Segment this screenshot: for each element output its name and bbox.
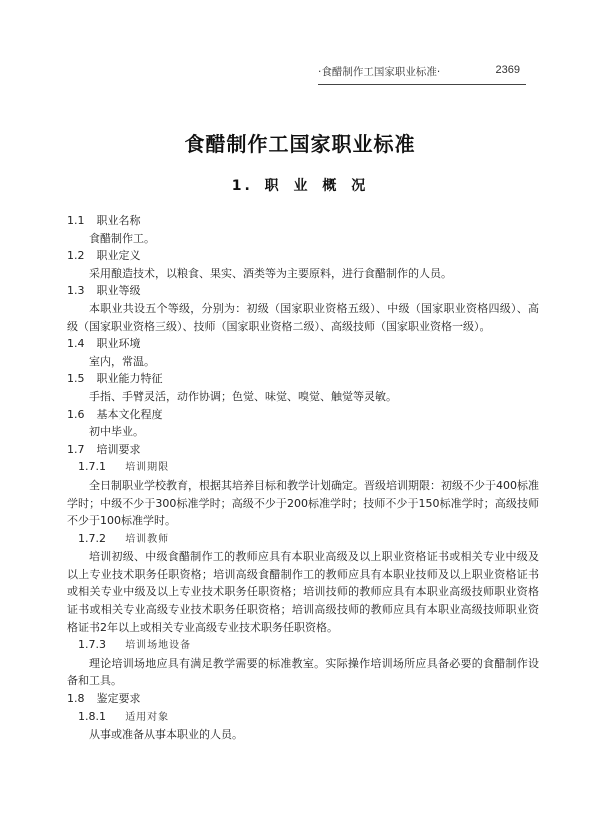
heading-1-7-1 xyxy=(67,458,539,477)
subheading-title: 培训场地设备 xyxy=(125,640,192,652)
heading-title: 职业环境 xyxy=(96,337,141,351)
header-rule xyxy=(318,84,526,85)
subheading-number: 1.7.1 xyxy=(78,460,106,474)
heading-number: 1.8 xyxy=(67,692,85,706)
heading-1-7 xyxy=(67,441,539,459)
heading-title: 职业名称 xyxy=(96,214,141,227)
heading-number: 1.2 xyxy=(67,249,85,263)
heading-number: 1.3 xyxy=(67,284,85,298)
paragraph-1-7-1: 全日制职业学校教育，根据其培养目标和教学计划确定。晋级培训期限：初级不少于400标准学时；中级不少于300标准学时；高级不少于200标准学时；技师不少于150标准学时；高级技师不少于100标准学时。 xyxy=(67,478,539,528)
heading-1-7-3 xyxy=(67,636,539,655)
section-title: 1. 职 业 概 况 xyxy=(231,178,369,194)
heading-1-5 xyxy=(67,370,539,388)
heading-1-6 xyxy=(67,406,539,424)
paragraph-1-6: 初中毕业。 xyxy=(89,425,144,439)
heading-1-1 xyxy=(67,212,539,230)
heading-number: 1.4 xyxy=(67,337,85,351)
heading-1-4 xyxy=(67,335,539,353)
heading-1-8 xyxy=(67,690,539,708)
heading-title: 鉴定要求 xyxy=(96,692,141,706)
heading-number: 1.7 xyxy=(67,442,85,456)
heading-title: 职业等级 xyxy=(96,284,141,298)
heading-number: 1.5 xyxy=(67,372,85,386)
heading-title: 职业能力特征 xyxy=(96,372,163,386)
heading-title: 职业定义 xyxy=(96,249,141,263)
heading-1-2 xyxy=(67,247,539,265)
document-body xyxy=(67,212,539,744)
subheading-number: 1.7.2 xyxy=(78,531,106,545)
paragraph-1-8-1: 从事或准备从事本职业的人员。 xyxy=(89,728,243,742)
heading-1-8-1 xyxy=(67,708,539,727)
paragraph-1-1: 食醋制作工。 xyxy=(89,231,155,245)
paragraph-1-4: 室内，常温。 xyxy=(89,354,155,368)
subheading-number: 1.8.1 xyxy=(78,709,106,723)
paragraph-1-2: 采用酿造技术，以粮食、果实、酒类等为主要原料，进行食醋制作的人员。 xyxy=(89,266,452,280)
subheading-number: 1.7.3 xyxy=(78,638,106,652)
heading-number: 1.6 xyxy=(67,407,85,421)
running-header xyxy=(318,64,528,82)
running-header-text: ·食醋制作工国家职业标准· xyxy=(318,66,441,78)
subheading-title: 培训教师 xyxy=(125,533,170,545)
paragraph-1-5: 手指、手臂灵活，动作协调；色觉、味觉、嗅觉、触觉等灵敏。 xyxy=(89,389,397,403)
heading-number: 1.1 xyxy=(67,214,85,227)
document-title: 食醋制作工国家职业标准 xyxy=(184,132,416,156)
subheading-title: 培训期限 xyxy=(125,462,170,474)
heading-title: 基本文化程度 xyxy=(96,407,163,421)
paragraph-1-7-3: 理论培训场地应具有满足教学需要的标准教室。实际操作培训场所应具备必要的食醋制作设备和工具。 xyxy=(67,656,539,688)
heading-title: 培训要求 xyxy=(96,442,141,456)
subheading-title: 适用对象 xyxy=(125,711,170,723)
heading-1-3 xyxy=(67,282,539,300)
paragraph-1-3: 本职业共设五个等级，分别为：初级（国家职业资格五级）、中级（国家职业资格四级）、高级（国家职业资格三级）、技师（国家职业资格二级）、高级技师（国家职业资格一级）。 xyxy=(67,301,539,333)
heading-1-7-2 xyxy=(67,530,539,549)
paragraph-1-7-2: 培训初级、中级食醋制作工的教师应具有本职业高级及以上职业资格证书或相关专业中级及以上专业技术职务任职资格；培训高级食醋制作工的教师应具有本职业技师及以上职业资格证书或相关专业中级及以上专业技术职务任职资格；培训技师的教师应具有本职业高级技师职业资格证书或相关专业高级专业技术职务任职资格；培训高级技师的教师应具有本职业高级技师职业资格证书2年以上或相关专业高级专业技术职务任职资格。 xyxy=(67,550,539,634)
page-number: 2369 xyxy=(495,64,520,76)
